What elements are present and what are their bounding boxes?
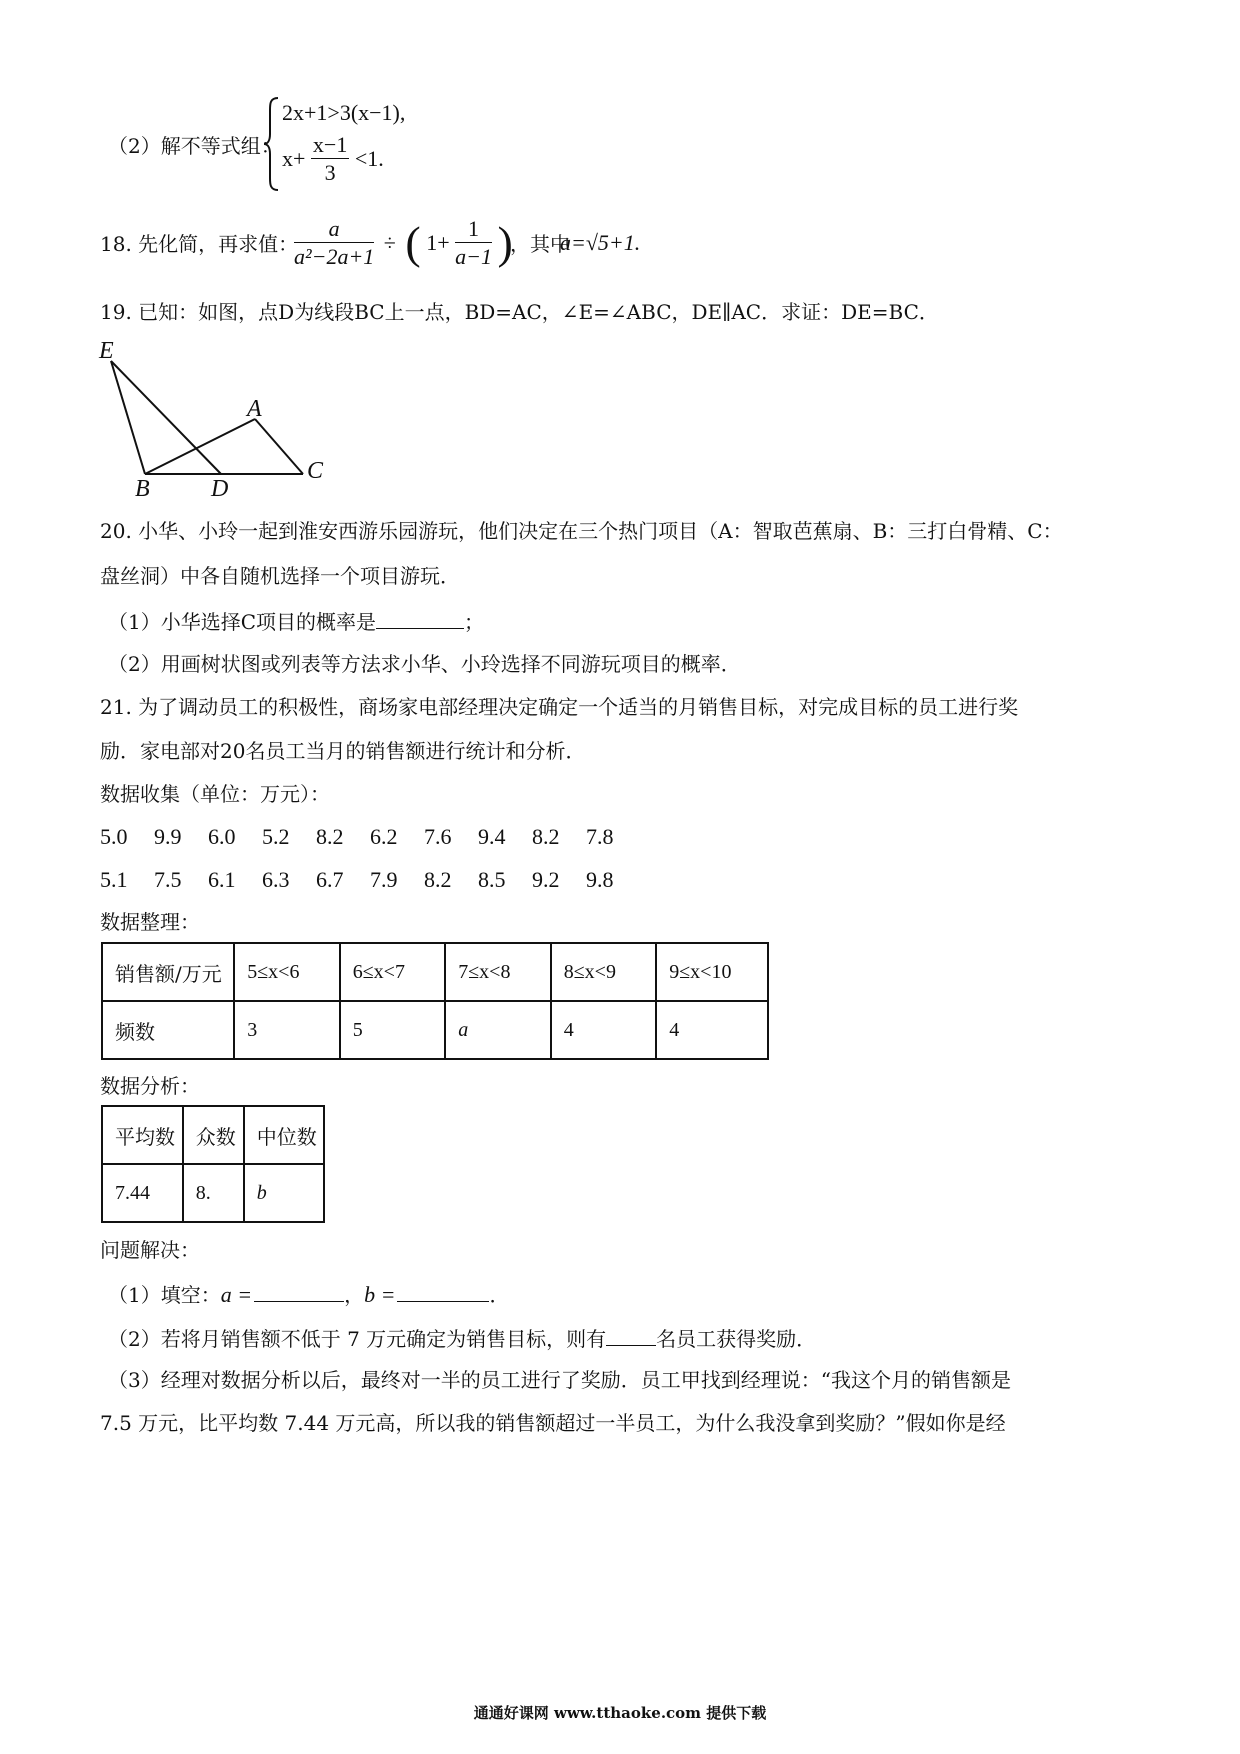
q18-fraction-1: [294, 218, 374, 268]
q18-suffix: ，其中: [510, 232, 570, 256]
q21-part2-prefix: （2）若将月销售额不低于 7 万元确定为销售目标，则有: [108, 1327, 607, 1351]
q21-part1-mid: ，: [344, 1283, 365, 1307]
label-B: B: [135, 476, 150, 500]
table-header-cell: 5≤x<6: [234, 943, 340, 1001]
table-cell: 8.: [183, 1164, 244, 1222]
ineq2-numerator: x−1: [312, 132, 348, 157]
q18-frac2-den: a−1: [455, 244, 492, 269]
geometry-figure: [95, 330, 345, 500]
data-value: 5.2: [262, 824, 290, 849]
q20-part2: （2）用画树状图或列表等方法求小华、小玲选择不同游玩项目的概率．: [108, 652, 741, 676]
data-value: 7.9: [370, 867, 398, 892]
table-cell: 5: [340, 1001, 446, 1059]
data-value: 6.1: [208, 867, 236, 892]
data-value: 8.2: [316, 824, 344, 849]
q21-part2-suffix: 名员工获得奖励．: [656, 1327, 817, 1351]
q20-part1-end: ；: [464, 610, 485, 634]
q18-fraction-2: [455, 218, 492, 268]
ineq2-right: <1.: [354, 146, 384, 171]
data-value: 9.9: [154, 824, 182, 849]
data-value: 8.2: [424, 867, 452, 892]
answer-blank-a[interactable]: [254, 1283, 344, 1302]
table-row: [102, 1106, 324, 1164]
table-row: [102, 1164, 324, 1222]
data-row-2: [100, 869, 640, 891]
table-cell: b: [244, 1164, 324, 1222]
solve-title: 问题解决：: [100, 1238, 200, 1262]
data-value: 8.2: [532, 824, 560, 849]
organize-title: 数据整理：: [100, 910, 200, 934]
label-E: E: [99, 338, 114, 364]
answer-blank[interactable]: [376, 610, 464, 629]
answer-blank-b[interactable]: [397, 1283, 489, 1302]
data-value: 7.5: [154, 867, 182, 892]
data-value: 6.0: [208, 824, 236, 849]
table-header-cell: 9≤x<10: [656, 943, 768, 1001]
q21-part1: [108, 1283, 509, 1306]
q18-frac2-num: 1: [455, 218, 492, 243]
q20-part1: [108, 610, 484, 632]
right-paren: ): [497, 217, 513, 268]
var-a-label: a =: [220, 1282, 253, 1307]
q18-expression: [294, 218, 513, 268]
var-b-label: b =: [364, 1282, 396, 1307]
table-header-cell: 8≤x<9: [551, 943, 657, 1001]
table-header-cell: 销售额/万元: [102, 943, 234, 1001]
table-cell: 频数: [102, 1001, 234, 1059]
q17-part2-label: （2）解不等式组：: [108, 134, 281, 158]
table-cell: a: [445, 1001, 551, 1059]
data-value: 9.2: [532, 867, 560, 892]
footer-text: 通通好课网 www.tthaoke.com 提供下载: [473, 1704, 767, 1722]
statistics-table: [101, 1105, 325, 1223]
q20-line1: 20. 小华、小玲一起到淮安西游乐园游玩，他们决定在三个热门项目（A：智取芭蕉扇、B：三打白骨精、C：: [100, 519, 1063, 543]
data-value: 7.6: [424, 824, 452, 849]
inequality-1: 2x+1>3(x−1),: [282, 100, 406, 125]
table-cell: 4: [656, 1001, 768, 1059]
data-value: 6.7: [316, 867, 344, 892]
analysis-title: 数据分析：: [100, 1074, 200, 1098]
data-value: 5.1: [100, 867, 128, 892]
q21-part3-line2: 7.5 万元，比平均数 7.44 万元高，所以我的销售额超过一半员工，为什么我没拿到奖励？”假如你是经: [100, 1411, 1006, 1435]
data-value: 5.0: [100, 824, 128, 849]
q21-line2: 励．家电部对20名员工当月的销售额进行统计和分析．: [100, 739, 586, 763]
q20-part1-text: （1）小华选择C项目的概率是: [108, 610, 377, 634]
label-A: A: [247, 396, 262, 422]
data-value: 6.2: [370, 824, 398, 849]
q21-part3-line1: （3）经理对数据分析以后，最终对一半的员工进行了奖励．员工甲找到经理说：“我这个月的销售额是: [108, 1368, 1011, 1392]
table-header-cell: 7≤x<8: [445, 943, 551, 1001]
table-cell: 3: [234, 1001, 340, 1059]
q21-part1-end: ．: [489, 1283, 510, 1307]
left-paren: (: [405, 217, 421, 268]
q20-line2: 盘丝洞）中各自随机选择一个项目游玩．: [100, 564, 460, 588]
system-brace: [262, 96, 282, 192]
q21-part2: [108, 1327, 816, 1349]
table-header-cell: 6≤x<7: [340, 943, 446, 1001]
q18-value: a=√5+1.: [560, 230, 641, 255]
q21-part1-prefix: （1）填空：: [108, 1283, 221, 1307]
q21-line1: 21. 为了调动员工的积极性，商场家电部经理决定确定一个适当的月销售目标，对完成目标的员工进行奖: [100, 695, 1019, 719]
division-sign: ÷: [383, 230, 396, 255]
data-value: 6.3: [262, 867, 290, 892]
data-value: 7.8: [586, 824, 614, 849]
frequency-table: [101, 942, 769, 1060]
label-C: C: [307, 458, 324, 484]
q19-text: 19. 已知：如图，点D为线段BC上一点，BD=AC，∠E=∠ABC，DE∥AC．求证：DE=BC．: [100, 300, 939, 324]
ineq2-fraction: [311, 134, 349, 184]
q18-paren-left: 1+: [426, 230, 450, 255]
ineq2-denominator: 3: [324, 160, 336, 185]
table-header-cell: 中位数: [244, 1106, 324, 1164]
table-row: [102, 1001, 768, 1059]
table-row: [102, 943, 768, 1001]
answer-blank-count[interactable]: [606, 1327, 656, 1346]
ineq2-left: x+: [282, 146, 306, 171]
collect-title: 数据收集（单位：万元）：: [100, 782, 330, 806]
data-value: 8.5: [478, 867, 506, 892]
data-value: 9.4: [478, 824, 506, 849]
table-cell: 4: [551, 1001, 657, 1059]
q18-frac1-den: a²−2a+1: [294, 244, 375, 269]
inequality-2: [282, 134, 384, 184]
q18-frac1-num: a: [294, 218, 374, 243]
label-D: D: [211, 476, 229, 500]
data-row-1: [100, 826, 640, 848]
table-header-cell: 众数: [183, 1106, 244, 1164]
table-header-cell: 平均数: [102, 1106, 183, 1164]
data-value: 9.8: [586, 867, 614, 892]
table-cell: 7.44: [102, 1164, 183, 1222]
q18-prefix: 18. 先化简，再求值：: [100, 232, 299, 256]
